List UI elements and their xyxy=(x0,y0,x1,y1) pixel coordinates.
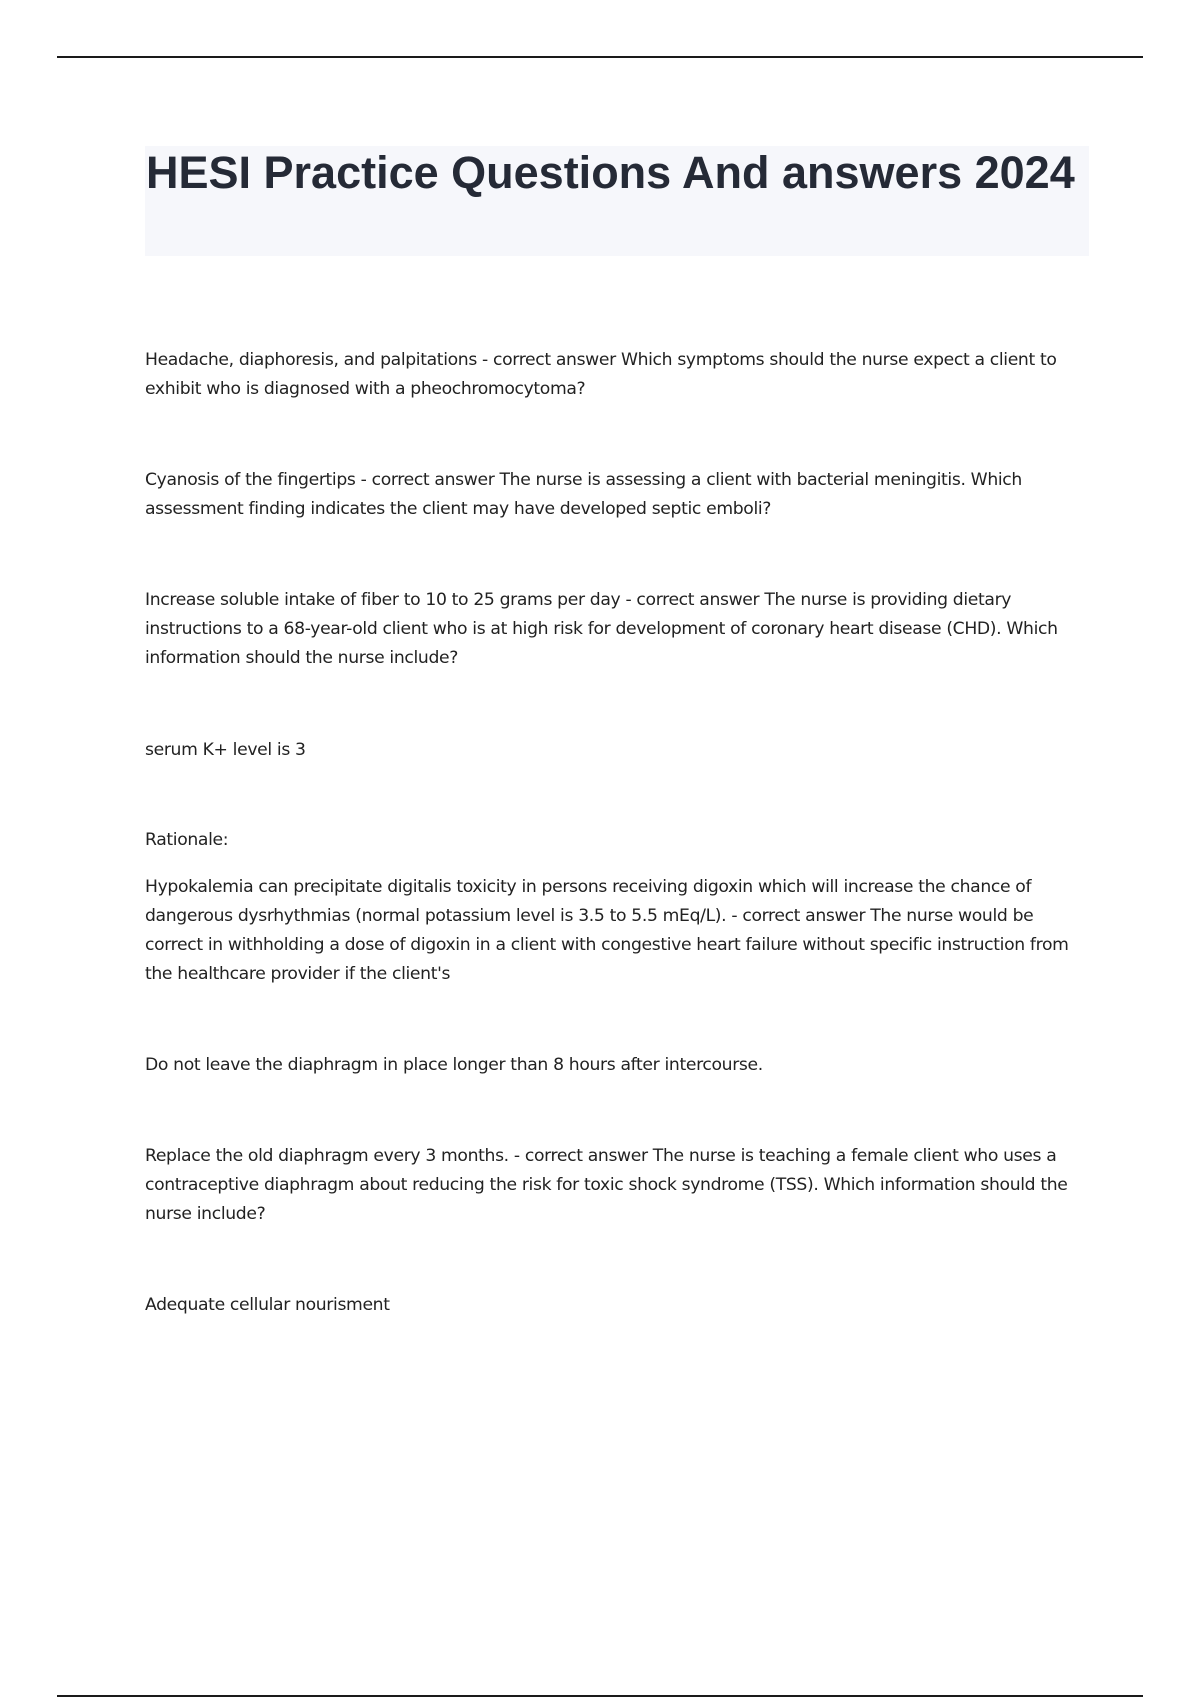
rationale-label: Rationale: xyxy=(145,830,229,850)
qa-diaphragm-duration: Do not leave the diaphragm in place longer than 8 hours after intercourse. xyxy=(145,1055,763,1075)
qa-serum-potassium: serum K+ level is 3 xyxy=(145,740,306,760)
qa-pheochromocytoma: Headache, diaphoresis, and palpitations - correct answer Which symptoms should the nurse expect a client to exhibit who is diagnosed with a pheochromocytoma? xyxy=(145,350,1057,399)
top-rule xyxy=(57,56,1143,58)
qa-toxic-shock-syndrome: Replace the old diaphragm every 3 months. - correct answer The nurse is teaching a female client who uses a contraceptive diaphragm about reducing the risk for toxic shock syndrome (TSS). Which information should the nurse include? xyxy=(145,1146,1068,1224)
qa-digoxin-rationale: Hypokalemia can precipitate digitalis toxicity in persons receiving digoxin which will increase the chance of dangerous dysrhythmias (normal potassium level is 3.5 to 5.5 mEq/L). - correct answer The nurse would be correct in withholding a dose of digoxin in a client with congestive heart failure without specific instruction from the healthcare provider if the client's xyxy=(145,877,1069,984)
qa-septic-emboli: Cyanosis of the fingertips - correct answer The nurse is assessing a client with bacterial meningitis. Which assessment finding indicates the client may have developed septic emboli? xyxy=(145,470,1022,519)
qa-fiber-intake: Increase soluble intake of fiber to 10 to 25 grams per day - correct answer The nurse is providing dietary instructions to a 68-year-old client who is at high risk for development of coronary heart disease (CHD). Which information should the nurse include? xyxy=(145,590,1058,668)
document-title: HESI Practice Questions And answers 2024 xyxy=(146,147,1075,198)
qa-cellular-nourishment: Adequate cellular nourisment xyxy=(145,1295,390,1315)
bottom-rule xyxy=(57,1695,1143,1697)
